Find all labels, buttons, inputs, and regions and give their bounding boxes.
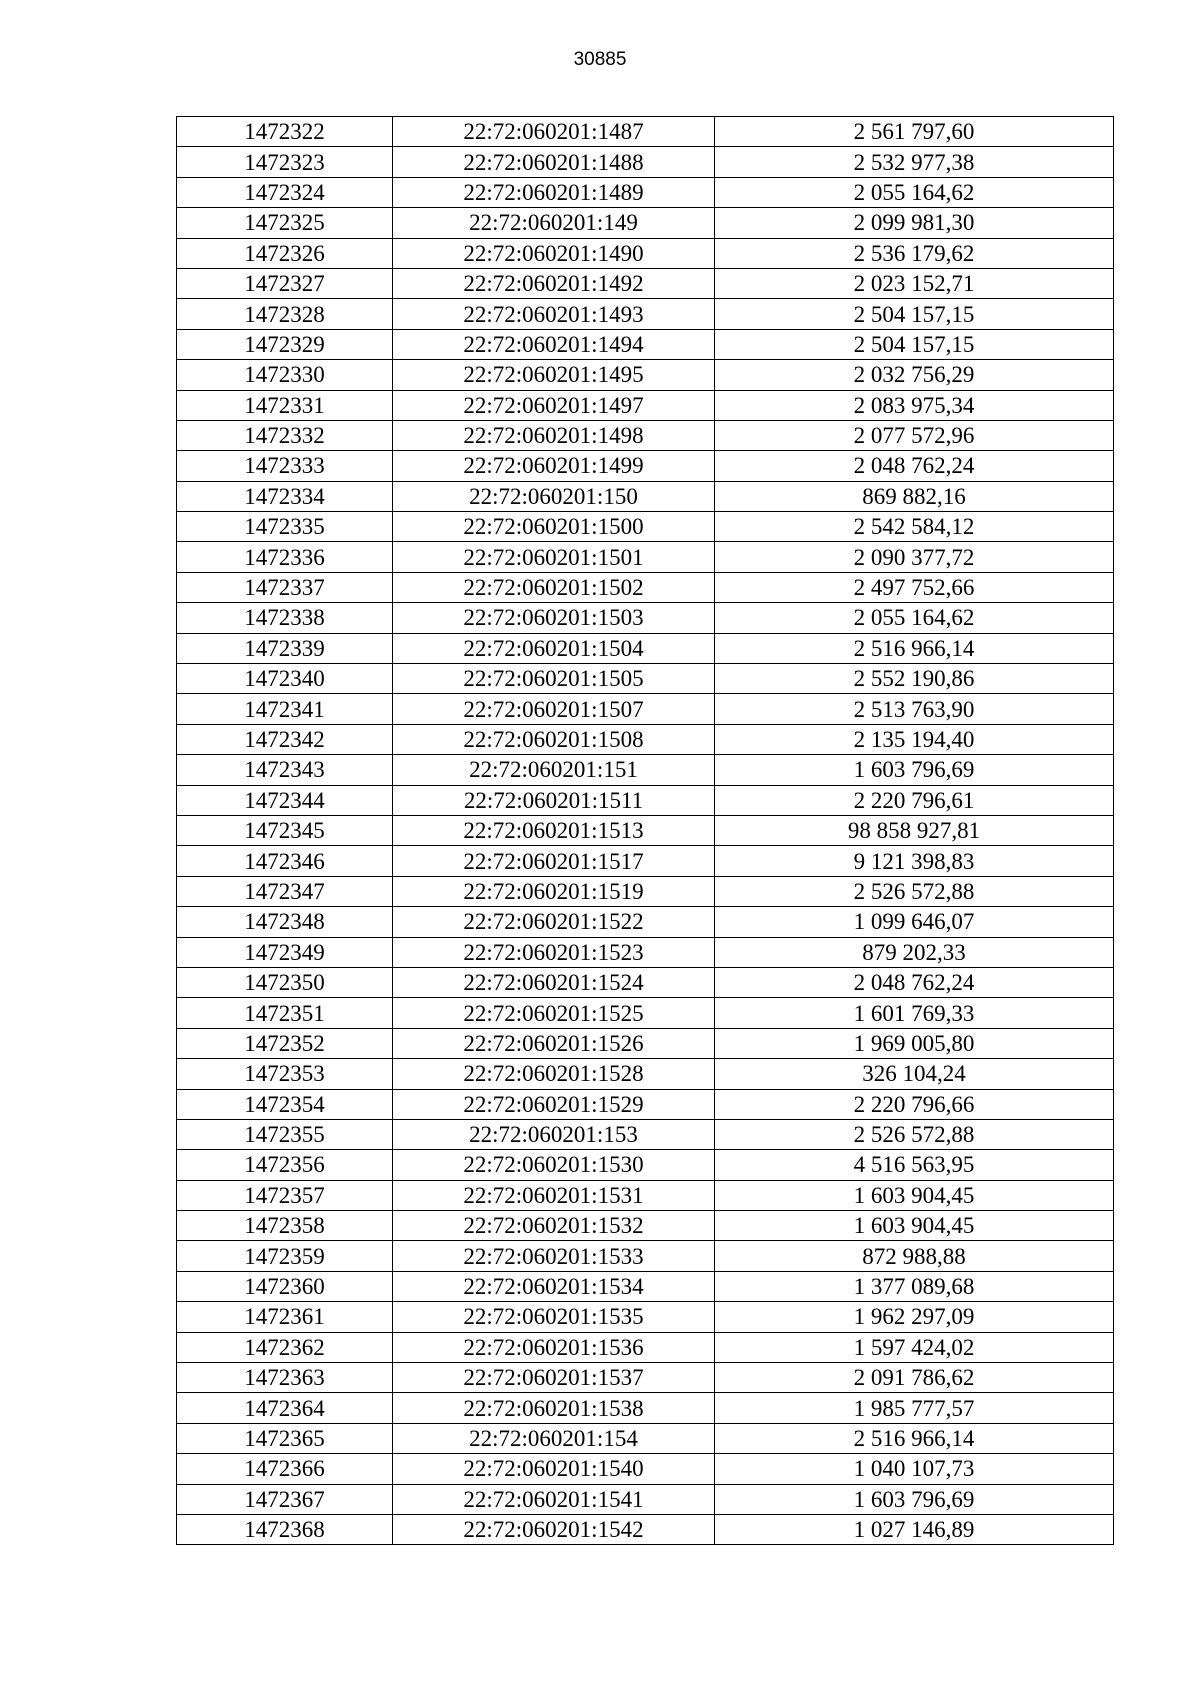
value-cell: 1 603 796,69 (715, 755, 1114, 785)
cadastral-number-cell: 22:72:060201:1517 (393, 846, 715, 876)
row-number-cell: 1472344 (177, 785, 393, 815)
row-number-cell: 1472364 (177, 1393, 393, 1423)
value-cell: 2 526 572,88 (715, 876, 1114, 906)
cadastral-number-cell: 22:72:060201:1504 (393, 633, 715, 663)
table-row (177, 785, 1114, 815)
table-row (177, 1363, 1114, 1393)
value-cell: 1 597 424,02 (715, 1332, 1114, 1362)
value-cell: 2 516 966,14 (715, 633, 1114, 663)
table-row (177, 1059, 1114, 1089)
value-cell: 1 027 146,89 (715, 1514, 1114, 1544)
row-number-cell: 1472365 (177, 1423, 393, 1453)
row-number-cell: 1472333 (177, 451, 393, 481)
value-cell: 2 552 190,86 (715, 664, 1114, 694)
value-cell: 2 497 752,66 (715, 572, 1114, 602)
table-row (177, 1514, 1114, 1544)
value-cell: 1 601 769,33 (715, 998, 1114, 1028)
row-number-cell: 1472368 (177, 1514, 393, 1544)
row-number-cell: 1472357 (177, 1180, 393, 1210)
value-cell: 2 083 975,34 (715, 390, 1114, 420)
value-cell: 2 504 157,15 (715, 329, 1114, 359)
row-number-cell: 1472326 (177, 238, 393, 268)
row-number-cell: 1472332 (177, 420, 393, 450)
value-cell: 2 099 981,30 (715, 208, 1114, 238)
value-cell: 4 516 563,95 (715, 1150, 1114, 1180)
cadastral-number-cell: 22:72:060201:1490 (393, 238, 715, 268)
value-cell: 2 023 152,71 (715, 268, 1114, 298)
row-number-cell: 1472356 (177, 1150, 393, 1180)
table-row (177, 633, 1114, 663)
table-row (177, 603, 1114, 633)
cadastral-number-cell: 22:72:060201:1494 (393, 329, 715, 359)
table-row (177, 815, 1114, 845)
value-cell: 869 882,16 (715, 481, 1114, 511)
cadastral-number-cell: 22:72:060201:1513 (393, 815, 715, 845)
table-row (177, 1028, 1114, 1058)
row-number-cell: 1472361 (177, 1302, 393, 1332)
value-cell: 2 220 796,61 (715, 785, 1114, 815)
value-cell: 2 135 194,40 (715, 724, 1114, 754)
table-row (177, 755, 1114, 785)
cadastral-number-cell: 22:72:060201:1535 (393, 1302, 715, 1332)
row-number-cell: 1472366 (177, 1454, 393, 1484)
cadastral-number-cell: 22:72:060201:1542 (393, 1514, 715, 1544)
row-number-cell: 1472348 (177, 907, 393, 937)
value-cell: 1 377 089,68 (715, 1271, 1114, 1301)
cadastral-number-cell: 22:72:060201:1499 (393, 451, 715, 481)
cadastral-number-cell: 22:72:060201:1498 (393, 420, 715, 450)
cadastral-number-cell: 22:72:060201:1534 (393, 1271, 715, 1301)
table-row (177, 664, 1114, 694)
cadastral-number-cell: 22:72:060201:1536 (393, 1332, 715, 1362)
row-number-cell: 1472330 (177, 360, 393, 390)
cadastral-number-cell: 22:72:060201:1488 (393, 147, 715, 177)
value-cell: 872 988,88 (715, 1241, 1114, 1271)
cadastral-number-cell: 22:72:060201:1525 (393, 998, 715, 1028)
row-number-cell: 1472341 (177, 694, 393, 724)
value-cell: 2 048 762,24 (715, 451, 1114, 481)
table-row (177, 1454, 1114, 1484)
table-row (177, 1332, 1114, 1362)
cadastral-number-cell: 22:72:060201:1501 (393, 542, 715, 572)
row-number-cell: 1472351 (177, 998, 393, 1028)
cadastral-number-cell: 22:72:060201:1530 (393, 1150, 715, 1180)
cadastral-number-cell: 22:72:060201:1538 (393, 1393, 715, 1423)
row-number-cell: 1472354 (177, 1089, 393, 1119)
cadastral-number-cell: 22:72:060201:1489 (393, 177, 715, 207)
cadastral-number-cell: 22:72:060201:1519 (393, 876, 715, 906)
value-cell: 2 048 762,24 (715, 967, 1114, 997)
row-number-cell: 1472322 (177, 117, 393, 147)
table-row (177, 481, 1114, 511)
value-cell: 2 561 797,60 (715, 117, 1114, 147)
table-row (177, 1423, 1114, 1453)
value-cell: 2 055 164,62 (715, 177, 1114, 207)
cadastral-number-cell: 22:72:060201:1528 (393, 1059, 715, 1089)
table-row (177, 147, 1114, 177)
value-cell: 2 220 796,66 (715, 1089, 1114, 1119)
table-row (177, 512, 1114, 542)
row-number-cell: 1472329 (177, 329, 393, 359)
value-cell: 1 603 904,45 (715, 1180, 1114, 1210)
row-number-cell: 1472338 (177, 603, 393, 633)
row-number-cell: 1472336 (177, 542, 393, 572)
row-number-cell: 1472328 (177, 299, 393, 329)
table-row (177, 360, 1114, 390)
row-number-cell: 1472340 (177, 664, 393, 694)
registry-table-body (177, 117, 1114, 1545)
row-number-cell: 1472363 (177, 1363, 393, 1393)
value-cell: 2 536 179,62 (715, 238, 1114, 268)
table-row (177, 998, 1114, 1028)
value-cell: 2 055 164,62 (715, 603, 1114, 633)
table-row (177, 937, 1114, 967)
cadastral-number-cell: 22:72:060201:1497 (393, 390, 715, 420)
row-number-cell: 1472337 (177, 572, 393, 602)
table-row (177, 1211, 1114, 1241)
page-number: 30885 (573, 49, 627, 70)
table-row (177, 177, 1114, 207)
table-row (177, 876, 1114, 906)
row-number-cell: 1472334 (177, 481, 393, 511)
value-cell: 2 032 756,29 (715, 360, 1114, 390)
row-number-cell: 1472327 (177, 268, 393, 298)
cadastral-number-cell: 22:72:060201:1487 (393, 117, 715, 147)
cadastral-number-cell: 22:72:060201:1502 (393, 572, 715, 602)
row-number-cell: 1472362 (177, 1332, 393, 1362)
table-row (177, 907, 1114, 937)
row-number-cell: 1472355 (177, 1119, 393, 1149)
value-cell: 1 040 107,73 (715, 1454, 1114, 1484)
table-row (177, 390, 1114, 420)
table-row (177, 1241, 1114, 1271)
value-cell: 2 077 572,96 (715, 420, 1114, 450)
row-number-cell: 1472352 (177, 1028, 393, 1058)
table-row (177, 451, 1114, 481)
cadastral-number-cell: 22:72:060201:1507 (393, 694, 715, 724)
row-number-cell: 1472349 (177, 937, 393, 967)
value-cell: 2 504 157,15 (715, 299, 1114, 329)
cadastral-number-cell: 22:72:060201:1523 (393, 937, 715, 967)
cadastral-number-cell: 22:72:060201:153 (393, 1119, 715, 1149)
row-number-cell: 1472350 (177, 967, 393, 997)
table-row (177, 1302, 1114, 1332)
table-row (177, 1150, 1114, 1180)
value-cell: 879 202,33 (715, 937, 1114, 967)
row-number-cell: 1472342 (177, 724, 393, 754)
cadastral-number-cell: 22:72:060201:1540 (393, 1454, 715, 1484)
table-row (177, 1119, 1114, 1149)
table-row (177, 117, 1114, 147)
cadastral-number-cell: 22:72:060201:1500 (393, 512, 715, 542)
table-row (177, 694, 1114, 724)
row-number-cell: 1472347 (177, 876, 393, 906)
cadastral-number-cell: 22:72:060201:1508 (393, 724, 715, 754)
table-row (177, 420, 1114, 450)
table-row (177, 572, 1114, 602)
row-number-cell: 1472331 (177, 390, 393, 420)
value-cell: 2 542 584,12 (715, 512, 1114, 542)
value-cell: 98 858 927,81 (715, 815, 1114, 845)
cadastral-number-cell: 22:72:060201:1492 (393, 268, 715, 298)
cadastral-number-cell: 22:72:060201:1541 (393, 1484, 715, 1514)
value-cell: 9 121 398,83 (715, 846, 1114, 876)
value-cell: 326 104,24 (715, 1059, 1114, 1089)
value-cell: 1 985 777,57 (715, 1393, 1114, 1423)
value-cell: 2 090 377,72 (715, 542, 1114, 572)
cadastral-number-cell: 22:72:060201:1511 (393, 785, 715, 815)
table-row (177, 299, 1114, 329)
table-row (177, 1271, 1114, 1301)
row-number-cell: 1472359 (177, 1241, 393, 1271)
cadastral-number-cell: 22:72:060201:150 (393, 481, 715, 511)
registry-table (176, 116, 1114, 1545)
table-row (177, 967, 1114, 997)
cadastral-number-cell: 22:72:060201:1503 (393, 603, 715, 633)
value-cell: 2 516 966,14 (715, 1423, 1114, 1453)
row-number-cell: 1472339 (177, 633, 393, 663)
cadastral-number-cell: 22:72:060201:1524 (393, 967, 715, 997)
cadastral-number-cell: 22:72:060201:154 (393, 1423, 715, 1453)
table-row (177, 1180, 1114, 1210)
table-row (177, 542, 1114, 572)
value-cell: 1 969 005,80 (715, 1028, 1114, 1058)
cadastral-number-cell: 22:72:060201:1495 (393, 360, 715, 390)
row-number-cell: 1472345 (177, 815, 393, 845)
row-number-cell: 1472358 (177, 1211, 393, 1241)
cadastral-number-cell: 22:72:060201:1493 (393, 299, 715, 329)
table-row (177, 329, 1114, 359)
cadastral-number-cell: 22:72:060201:1529 (393, 1089, 715, 1119)
cadastral-number-cell: 22:72:060201:1522 (393, 907, 715, 937)
table-row (177, 268, 1114, 298)
table-row (177, 1089, 1114, 1119)
row-number-cell: 1472324 (177, 177, 393, 207)
table-row (177, 238, 1114, 268)
cadastral-number-cell: 22:72:060201:1532 (393, 1211, 715, 1241)
value-cell: 1 603 904,45 (715, 1211, 1114, 1241)
cadastral-number-cell: 22:72:060201:1537 (393, 1363, 715, 1393)
value-cell: 1 603 796,69 (715, 1484, 1114, 1514)
value-cell: 1 099 646,07 (715, 907, 1114, 937)
cadastral-number-cell: 22:72:060201:151 (393, 755, 715, 785)
cadastral-number-cell: 22:72:060201:1531 (393, 1180, 715, 1210)
row-number-cell: 1472325 (177, 208, 393, 238)
row-number-cell: 1472353 (177, 1059, 393, 1089)
table-row (177, 846, 1114, 876)
table-row (177, 1484, 1114, 1514)
row-number-cell: 1472360 (177, 1271, 393, 1301)
cadastral-number-cell: 22:72:060201:1533 (393, 1241, 715, 1271)
row-number-cell: 1472346 (177, 846, 393, 876)
value-cell: 1 962 297,09 (715, 1302, 1114, 1332)
value-cell: 2 513 763,90 (715, 694, 1114, 724)
row-number-cell: 1472335 (177, 512, 393, 542)
cadastral-number-cell: 22:72:060201:149 (393, 208, 715, 238)
row-number-cell: 1472343 (177, 755, 393, 785)
value-cell: 2 526 572,88 (715, 1119, 1114, 1149)
table-row (177, 1393, 1114, 1423)
cadastral-number-cell: 22:72:060201:1505 (393, 664, 715, 694)
value-cell: 2 091 786,62 (715, 1363, 1114, 1393)
row-number-cell: 1472323 (177, 147, 393, 177)
row-number-cell: 1472367 (177, 1484, 393, 1514)
cadastral-number-cell: 22:72:060201:1526 (393, 1028, 715, 1058)
table-row (177, 724, 1114, 754)
value-cell: 2 532 977,38 (715, 147, 1114, 177)
table-row (177, 208, 1114, 238)
